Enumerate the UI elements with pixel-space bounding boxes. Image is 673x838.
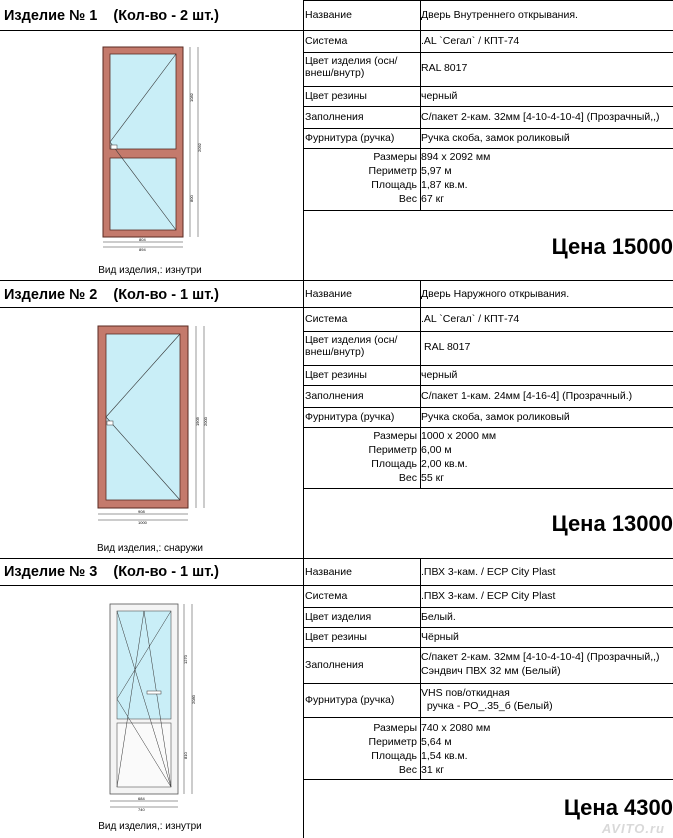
svg-text:1000: 1000 (138, 520, 147, 525)
door-drawing-3 (100, 599, 210, 814)
item-number: Изделие № 3 (4, 564, 98, 580)
svg-text:1082: 1082 (189, 93, 194, 102)
item-quantity: (Кол-во - 2 шт.) (113, 8, 219, 24)
spec-row-hardware: Фурнитура (ручка) VHS пов/откидная ручка - PO_.35_б (Белый) (305, 687, 553, 712)
svg-text:894: 894 (139, 247, 146, 252)
spec-row-system: Система .AL `Сегал` / КПТ-74 (305, 313, 520, 325)
svg-text:1909: 1909 (195, 417, 200, 426)
price: Цена 13000 (551, 511, 673, 536)
item-quantity: (Кол-во - 1 шт.) (113, 287, 219, 303)
item-2 (0, 281, 673, 558)
view-caption: Вид изделия,: снаружи (97, 543, 203, 554)
item-title (4, 287, 219, 303)
svg-text:1270: 1270 (183, 655, 188, 664)
spec-row-rubber: Цвет резины черный (305, 369, 458, 381)
svg-text:740: 740 (138, 807, 145, 812)
spec-row-color: Цвет изделия Белый. (305, 611, 456, 623)
svg-text:804: 804 (139, 237, 146, 242)
spec-row-color: Цвет изделия (осн/внеш/внутр) RAL 8017 (305, 55, 468, 79)
spec-row-rubber: Цвет резины черный (305, 90, 458, 102)
svg-text:684: 684 (138, 796, 145, 801)
item-title (4, 8, 219, 24)
spec-row-name: Название Дверь Внутреннего открывания. (305, 9, 578, 21)
spec-row-name: Название .ПВХ 3-кам. / ECP City Plast (305, 566, 556, 578)
svg-text:908: 908 (138, 509, 145, 514)
price: Цена 15000 (551, 234, 673, 259)
item-title (4, 564, 219, 580)
svg-text:800: 800 (189, 195, 194, 202)
spec-row-hardware: Фурнитура (ручка) Ручка скоба, замок роликовый (305, 411, 570, 423)
spec-row-color: Цвет изделия (осн/внеш/внутр) RAL 8017 (305, 334, 471, 358)
item-1 (0, 0, 673, 280)
spec-row-system: Система .AL `Сегал` / КПТ-74 (305, 35, 520, 47)
spec-row-filling: Заполнения С/пакет 2-кам. 32мм [4-10-4-10-4] (Прозрачный,,) Сэндвич ПВХ 32 мм (Белый) (305, 651, 660, 677)
spec-row-filling: Заполнения С/пакет 2-кам. 32мм [4-10-4-10-4] (Прозрачный,,) (305, 111, 660, 123)
spec-row-hardware: Фурнитура (ручка) Ручка скоба, замок роликовый (305, 132, 570, 144)
spec-row-rubber: Цвет резины Чёрный (305, 631, 459, 643)
spec-row-system: Система .ПВХ 3-кам. / ECP City Plast (305, 590, 556, 602)
door-drawing-2 (90, 321, 220, 526)
watermark: AVITO.ru (601, 821, 665, 836)
spec-row-filling: Заполнения С/пакет 1-кам. 24мм [4-16-4] (Прозрачный.) (305, 390, 633, 402)
dimensions-block: Размеры Периметр Площадь Вес 1000 x 2000 мм 6,00 м 2,00 кв.м. 55 кг (368, 430, 497, 484)
spec-row-name: Название Дверь Наружного открывания. (305, 288, 570, 300)
item-3 (0, 559, 673, 838)
item-number: Изделие № 2 (4, 287, 98, 303)
price: Цена 4300 (563, 795, 673, 820)
door-drawing-1 (95, 42, 215, 252)
item-quantity: (Кол-во - 1 шт.) (113, 564, 219, 580)
view-caption: Вид изделия,: изнутри (98, 821, 202, 832)
svg-text:2000: 2000 (203, 417, 208, 426)
dimensions-block: Размеры Периметр Площадь Вес 894 x 2092 мм 5,97 м 1,87 кв.м. 67 кг (368, 151, 491, 205)
svg-text:2080: 2080 (191, 695, 196, 704)
svg-text:2092: 2092 (197, 143, 202, 152)
svg-text:810: 810 (183, 752, 188, 759)
dimensions-block: Размеры Периметр Площадь Вес 740 x 2080 мм 5,64 м 1,54 кв.м. 31 кг (368, 722, 491, 776)
item-number: Изделие № 1 (4, 8, 98, 24)
view-caption: Вид изделия,: изнутри (98, 265, 202, 276)
